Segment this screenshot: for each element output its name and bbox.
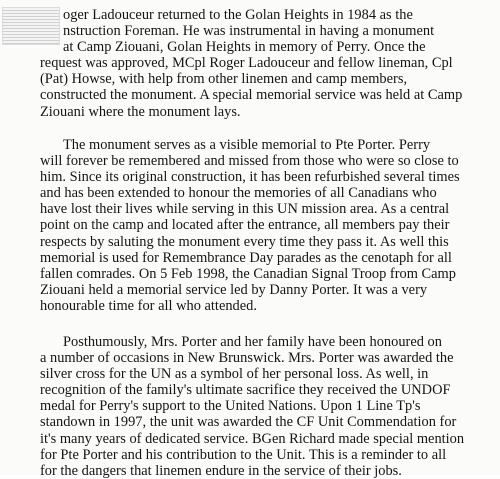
paragraph-3-line-7: it's many years of dedicated service. BGen Richard made special mention <box>40 430 465 447</box>
paragraph-2 <box>40 137 460 314</box>
paragraph-2-line-11: honourable time for all who attended. <box>40 297 257 314</box>
paragraph-1-line-1: oger Ladouceur returned to the Golan Heights in 1984 as the <box>63 7 413 23</box>
paragraph-1-line-6: constructed the monument. A special memorial service was held at Camp <box>40 87 463 104</box>
paragraph-2-line-6: point on the camp and located after the entrance, all members pay their <box>40 217 450 234</box>
paragraph-2-line-1: The monument serves as a visible memorial to Pte Porter. Perry <box>63 137 431 153</box>
paragraph-3-line-2: a number of occasions in New Brunswick. Mrs. Porter was awarded the <box>40 350 454 367</box>
paragraph-1-line-3: at Camp Ziouani, Golan Heights in memory of Perry. Once the <box>63 39 426 56</box>
paragraph-2-line-10: Ziouani held a memorial service led by Danny Porter. It was a very <box>40 281 428 298</box>
paragraph-3-line-6: standown in 1997, the unit was awarded the CF Unit Commendation for <box>40 414 457 431</box>
paragraph-2-line-5: have lost their lives while serving in this UN mission area. As a central <box>40 201 450 218</box>
paragraph-2-line-8: memorial is used for Remembrance Day parades as the cenotaph for all <box>40 249 452 266</box>
paragraph-1 <box>40 7 462 120</box>
paragraph-2-line-7: respects by saluting the monument every time they pass it. As well this <box>40 233 449 250</box>
paragraph-3-line-4: recognition of the family's ultimate sacrifice they received the UNDOF <box>40 382 451 399</box>
paragraph-3-line-9: for the dangers that linemen endure in the service of their jobs. <box>40 462 402 479</box>
paragraph-2-line-2: will forever be remembered and missed from those who were so close to <box>40 153 459 170</box>
paragraph-3-line-3: silver cross for the UN as a symbol of her personal loss. As well, in <box>40 366 429 383</box>
paragraph-1-line-5: (Pat) Howse, with help from other linemen and camp members, <box>40 71 408 88</box>
paragraph-3-line-5: medal for Perry's support to the United Nations. Upon 1 Line Tp's <box>40 398 421 415</box>
paragraph-2-line-4: and has been extended to honour the memories of all Canadians who <box>40 185 437 202</box>
paragraph-2-line-3: him. Since its original construction, it has been refurbished several times <box>40 169 460 186</box>
paragraph-1-line-2: nstruction Foreman. He was instrumental in having a monument <box>63 23 435 40</box>
paragraph-1-line-4: request was approved, MCpl Roger Ladouceur and fellow lineman, Cpl <box>40 55 453 72</box>
paragraph-1-line-7: Ziouani where the monument lays. <box>40 103 241 120</box>
paragraph-2-line-9: fallen comrades. On 5 Feb 1998, the Canadian Signal Troop from Camp <box>40 265 456 282</box>
paragraph-3-line-8: for Pte Porter and his contribution to the Unit. This is a reminder to all <box>40 446 447 463</box>
paragraph-3 <box>40 334 464 479</box>
paragraph-3-line-1: Posthumously, Mrs. Porter and her family have been honoured on <box>63 334 442 350</box>
